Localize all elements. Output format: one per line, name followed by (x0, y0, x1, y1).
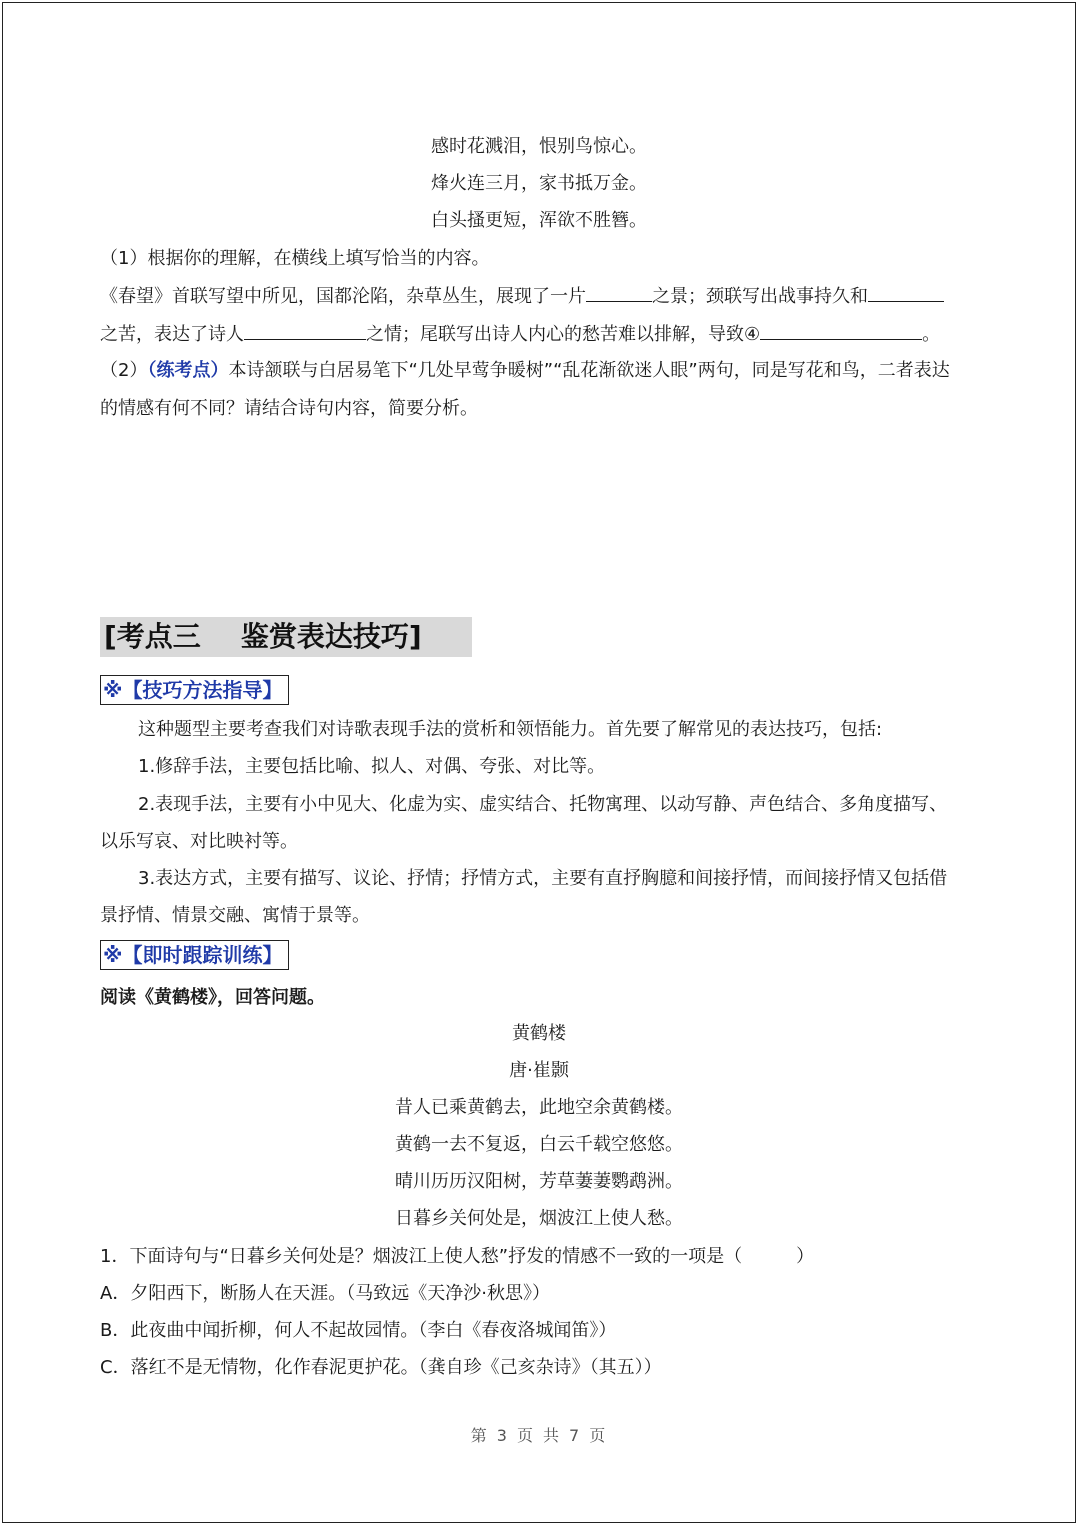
reading-prompt: 阅读《黄鹤楼》，回答问题。 (100, 987, 325, 1008)
guide-intro: 这种题型主要考查我们对诗歌表现手法的赏析和领悟能力。首先要了解常见的表达技巧，包括: (138, 719, 883, 740)
mcq-option-a: A．夕阳西下，断肠人在天涯。（马致远《天净沙·秋思》） (100, 1283, 551, 1304)
footer-ye-2: 页 (589, 1426, 608, 1445)
poem-line-1: 感时花溅泪，恨别鸟惊心。 (431, 136, 647, 157)
guide-item-3-line-1: 3.表达方式，主要有描写、议论、抒情；抒情方式，主要有直抒胸臆和间接抒情，而间接抒情又包括借 (138, 868, 948, 889)
guide-item-3-line-2: 景抒情、情景交融、寓情于景等。 (100, 905, 370, 926)
q1-text-a: 《春望》首联写望中所见，国都沦陷，杂草丛生，展现了一片 (100, 286, 586, 307)
poem-line-3: 白头搔更短，浑欲不胜簪。 (431, 210, 647, 231)
mcq-option-c: C．落红不是无情物，化作春泥更护花。（龚自珍《己亥杂诗》（其五）） (100, 1357, 662, 1378)
fill-blank-2[interactable] (868, 283, 944, 302)
guide-item-2-line-1: 2.表现手法，主要有小中见大、化虚为实、虚实结合、托物寓理、以动写静、声色结合、多角度描写、 (138, 794, 948, 815)
question-1-line-1 (100, 283, 944, 310)
guide-item-1: 1.修辞手法，主要包括比喻、拟人、对偶、夸张、对比等。 (138, 756, 606, 777)
q2-number: （2） (100, 360, 148, 381)
footer-ye: 页 (516, 1426, 535, 1445)
section-title: 鉴赏表达技巧] (240, 620, 422, 653)
page-footer (3, 1423, 1075, 1446)
q1-text-e: 。 (922, 324, 941, 345)
question-2-line-1 (100, 358, 950, 384)
footer-total-pages: 7 (569, 1426, 582, 1445)
footer-gong: 共 (543, 1426, 562, 1445)
mcq-stem: 1．下面诗句与“日暮乡关何处是？烟波江上使人愁”抒发的情感不一致的一项是（ ） (100, 1246, 815, 1267)
poem-2-line-2: 黄鹤一去不复返，白云千载空悠悠。 (395, 1134, 683, 1155)
poem-author: 唐·崔颢 (509, 1060, 569, 1081)
q1-text-d: 之情；尾联写出诗人内心的愁苦难以排解，导致④ (366, 324, 761, 345)
guide-item-2-line-2: 以乐写哀、对比映衬等。 (100, 831, 298, 852)
poem-2-line-4: 日暮乡关何处是，烟波江上使人愁。 (395, 1208, 683, 1229)
poem-line-2: 烽火连三月，家书抵万金。 (431, 173, 647, 194)
guide-box-heading: ※【技巧方法指导】 (100, 675, 289, 705)
mcq-option-b: B．此夜曲中闻折柳，何人不起故园情。（李白《春夜洛城闻笛》） (100, 1320, 617, 1341)
poem-2-line-1: 昔人已乘黄鹤去，此地空余黄鹤楼。 (395, 1097, 683, 1118)
fill-blank-4[interactable] (760, 321, 922, 340)
q2-tag: （练考点） (147, 360, 229, 381)
fill-blank-3[interactable] (244, 321, 366, 340)
q1-text-b: 之景；颈联写出战事持久和 (652, 286, 868, 307)
footer-page-number: 3 (496, 1426, 509, 1445)
q1-text-c: 之苦，表达了诗人 (100, 324, 244, 345)
section-label: [考点三 (104, 620, 201, 653)
document-page (2, 2, 1076, 1523)
question-1-prompt: （1）根据你的理解，在横线上填写恰当的内容。 (100, 248, 490, 269)
fill-blank-1[interactable] (586, 283, 652, 302)
poem-2-line-3: 晴川历历汉阳树，芳草萋萋鹦鹉洲。 (395, 1171, 683, 1192)
poem-title: 黄鹤楼 (512, 1023, 566, 1044)
training-box-heading: ※【即时跟踪训练】 (100, 940, 289, 970)
footer-di: 第 (470, 1426, 489, 1445)
question-2-line-2: 的情感有何不同？请结合诗句内容，简要分析。 (100, 398, 478, 419)
question-1-line-2 (100, 321, 940, 348)
q2-text-1: 本诗颔联与白居易笔下“几处早莺争暖树”“乱花渐欲迷人眼”两句，同是写花和鸟，二者表达 (228, 360, 950, 381)
section-heading (100, 617, 472, 657)
